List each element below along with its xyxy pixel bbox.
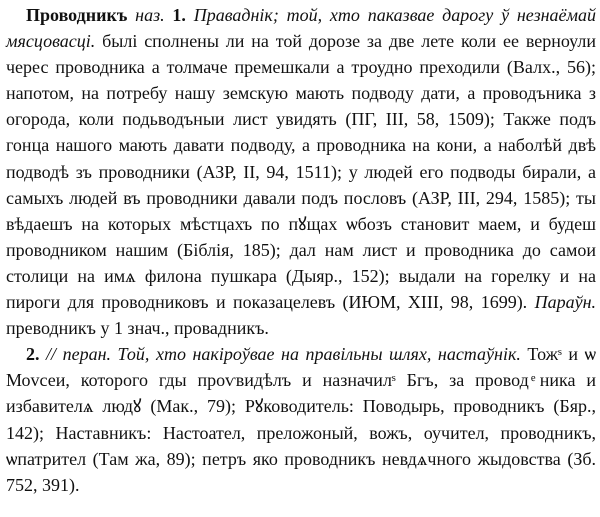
paradigm-text: преводникъ у 1 знач., провадникъ. <box>6 318 269 339</box>
sense-number-1: 1. <box>172 5 186 25</box>
entry-sense-1 <box>6 2 596 341</box>
sense-citations-2: Тожˢ и ѡ Моvсеи, которого гды проѵвидѣлъ и назначилˢ Бгъ, за провод ͤника и избавителѧ людꙋ (Мак., 79); Рꙋководитель: Поводырь, проводникъ (Бяр., 142); Наставникъ: Настоател, преложоный, вожъ, оучител, проводникъ, ѡпатрител (Там жа, 89); петръ яко проводникъ невдѧчного жыдовства (Зб. 752, 391). <box>6 344 596 495</box>
sense-definition-1: Праваднік; той, хто паказвае дарогу ў незнаёмай мясцовасці. <box>6 5 596 52</box>
dictionary-entry <box>6 2 596 498</box>
sense-definition-2: // перан. Той, хто накіроўвае на правільны шлях, настаўнік. <box>46 344 521 365</box>
sense-number-2: 2. <box>26 344 40 365</box>
sense-citations-1: былі сполнены ли на той дорозе за две лете коли ее верноули черес проводника а толмаче премешкали а троудно преходили (Валх., 56); напотом, на потребу нашу земскую мають подводу дати, а проводъника з огорода, коли подьводъныи лист увидять (ПГ, III, 58, 1509); Также подъ гонца нашого мають давати подводу, а проводника на кони, а наболѣй двѣ подводѣ зъ проводники (АЗР, II, 94, 1511); у людей его подводы бирали, а самыхъ людей въ проводники давали подъ пословъ (АЗР, III, 294, 1585); ты вѣдаешъ на которых мѣстцахъ по пꙋщах ѡбозъ становит маем, и будеш проводником нашим (Біблія, 185); дал нам лист и проводника до самои столици на имѧ филона пушкара (Дыяр., 152); выдали на горелку и на пироги для проводниковъ и показацелевъ (ИЮМ, XIII, 98, 1699). <box>6 31 596 313</box>
paradigm-label: Параўн. <box>534 292 596 313</box>
headword: Проводникъ <box>26 5 128 25</box>
part-of-speech: наз. <box>135 5 165 25</box>
entry-sense-2 <box>6 341 596 498</box>
